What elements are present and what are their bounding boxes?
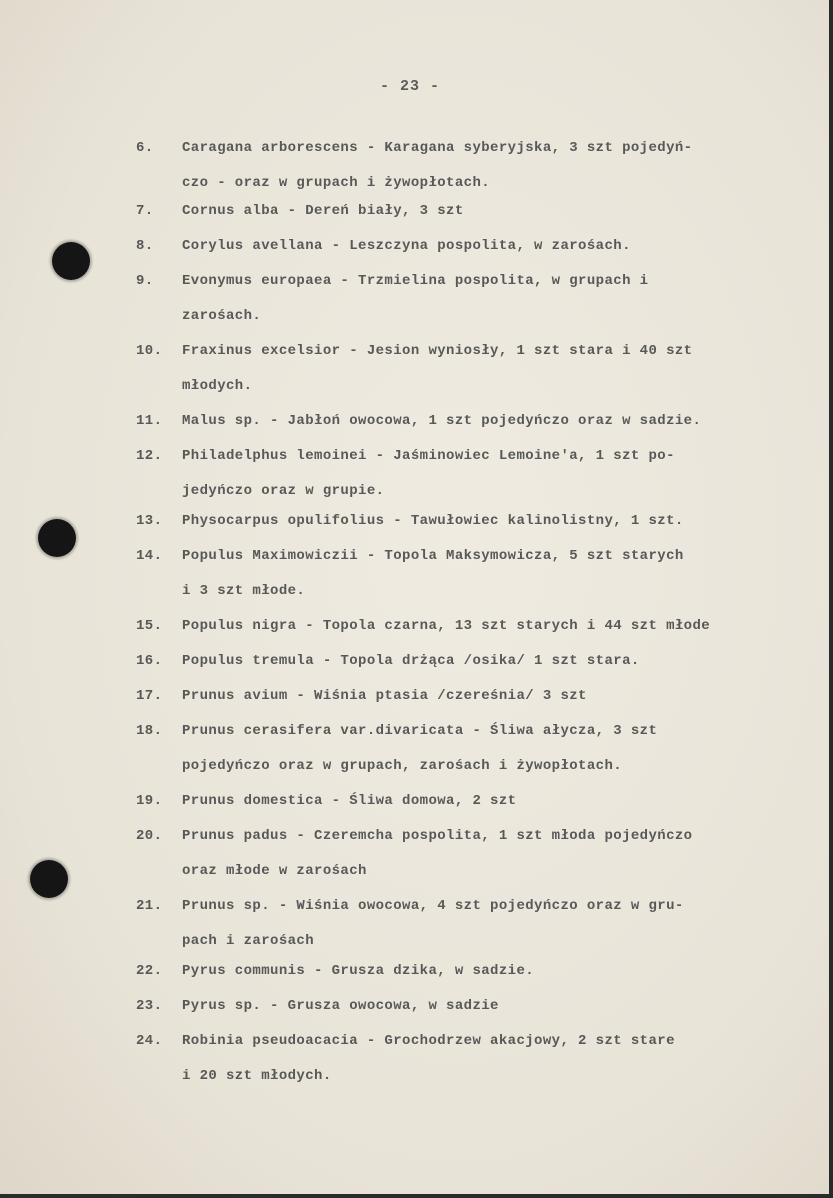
list-item-line [136, 644, 806, 679]
page-number: - 23 - [379, 78, 440, 95]
list-item-text: Robinia pseudoacacia - Grochodrzew akacjowy, 2 szt stare [182, 1033, 675, 1049]
list-item-text: Pyrus communis - Grusza dzika, w sadzie. [182, 963, 535, 979]
list-item-number: 20. [136, 828, 163, 844]
list-item-number: 13. [136, 513, 163, 529]
list-item-line [136, 924, 806, 959]
list-item-line [136, 989, 806, 1024]
list-item-text: Prunus padus - Czeremcha pospolita, 1 szt młoda pojedyńczo [182, 828, 693, 844]
list-item-line [136, 504, 806, 539]
list-item-line [136, 439, 806, 474]
list-item [136, 644, 806, 679]
list-item-line [136, 574, 806, 609]
list-item-text: jedyńczo oraz w grupie. [182, 482, 385, 499]
list-item-number: 14. [136, 548, 163, 564]
list-item-line [136, 194, 806, 229]
list-item-text: pojedyńczo oraz w grupach, zarośach i żywopłotach. [182, 757, 623, 774]
list-item [136, 194, 806, 229]
list-item-number: 23. [136, 998, 163, 1014]
list-item [136, 989, 806, 1024]
list-item [136, 679, 806, 714]
list-item-line [136, 474, 806, 509]
list-item-line [136, 131, 806, 166]
list-item-text: Fraxinus excelsior - Jesion wyniosły, 1 szt stara i 40 szt [182, 343, 693, 359]
list-item-line [136, 954, 806, 989]
list-item [136, 954, 806, 989]
list-item-number: 7. [136, 203, 154, 219]
list-item-line [136, 749, 806, 784]
list-item-line [136, 369, 806, 404]
list-item [136, 131, 806, 200]
punch-hole [52, 242, 90, 280]
list-item-number: 15. [136, 618, 163, 634]
list-item-text: czo - oraz w grupach i żywopłotach. [182, 174, 491, 191]
list-item [136, 889, 806, 958]
list-item-text: Prunus avium - Wiśnia ptasia /czereśnia/ 3 szt [182, 688, 587, 704]
list-item-number: 10. [136, 343, 163, 359]
list-item-line [136, 404, 806, 439]
list-item [136, 714, 806, 783]
list-item-text: Prunus sp. - Wiśnia owocowa, 4 szt pojedyńczo oraz w gru- [182, 898, 684, 914]
scan-border-bottom [0, 1194, 833, 1198]
list-item-text: Populus tremula - Topola drżąca /osika/ 1 szt stara. [182, 653, 640, 669]
list-item-number: 19. [136, 793, 163, 809]
list-item-text: i 3 szt młode. [182, 582, 306, 599]
list-item [136, 439, 806, 508]
list-item-text: zarośach. [182, 307, 262, 324]
list-item-text: i 20 szt młodych. [182, 1067, 332, 1084]
list-item-line [136, 609, 806, 644]
list-item-text: Malus sp. - Jabłoń owocowa, 1 szt pojedyńczo oraz w sadzie. [182, 413, 702, 429]
list-item-number: 18. [136, 723, 163, 739]
list-item-number: 21. [136, 898, 163, 914]
list-item-text: Evonymus europaea - Trzmielina pospolita, w grupach i [182, 273, 649, 289]
list-item-line [136, 264, 806, 299]
list-item [136, 784, 806, 819]
list-item [136, 819, 806, 888]
list-item-text: Corylus avellana - Leszczyna pospolita, w zarośach. [182, 238, 631, 254]
list-item [136, 334, 806, 403]
list-item-text: pach i zarośach [182, 932, 315, 949]
list-item [136, 229, 806, 264]
list-item [136, 1024, 806, 1093]
list-item-text: Cornus alba - Dereń biały, 3 szt [182, 203, 464, 219]
list-item-number: 16. [136, 653, 163, 669]
list-item-number: 17. [136, 688, 163, 704]
list-item-line [136, 334, 806, 369]
list-item-line [136, 229, 806, 264]
list-item-text: Philadelphus lemoinei - Jaśminowiec Lemoine'a, 1 szt po- [182, 448, 675, 464]
list-item-number: 22. [136, 963, 163, 979]
list-item-line [136, 784, 806, 819]
list-item-number: 9. [136, 273, 154, 289]
scan-border-right [829, 0, 833, 1198]
list-item [136, 264, 806, 333]
list-item [136, 609, 806, 644]
list-item-text: Pyrus sp. - Grusza owocowa, w sadzie [182, 998, 499, 1014]
list-item-text: Populus Maximowiczii - Topola Maksymowicza, 5 szt starych [182, 548, 684, 564]
list-item-text: Caragana arborescens - Karagana syberyjska, 3 szt pojedyń- [182, 140, 693, 156]
list-item-text: Prunus domestica - Śliwa domowa, 2 szt [182, 793, 517, 809]
list-item-text: Populus nigra - Topola czarna, 13 szt starych i 44 szt młode [182, 618, 711, 634]
list-item-text: Prunus cerasifera var.divaricata - Śliwa ałycza, 3 szt [182, 723, 658, 739]
list-item [136, 504, 806, 539]
list-item [136, 539, 806, 608]
list-item-line [136, 889, 806, 924]
list-item-line [136, 679, 806, 714]
list-item-text: oraz młode w zarośach [182, 862, 367, 879]
list-item-text: młodych. [182, 377, 253, 394]
punch-hole [30, 860, 68, 898]
list-item-text: Physocarpus opulifolius - Tawułowiec kalinolistny, 1 szt. [182, 513, 684, 529]
list-item-number: 24. [136, 1033, 163, 1049]
list-item-line [136, 1024, 806, 1059]
list-item [136, 404, 806, 439]
list-item-line [136, 1059, 806, 1094]
list-item-line [136, 539, 806, 574]
list-item-number: 11. [136, 413, 163, 429]
list-item-line [136, 854, 806, 889]
list-item-number: 12. [136, 448, 163, 464]
list-item-number: 8. [136, 238, 154, 254]
list-item-line [136, 714, 806, 749]
punch-hole [38, 519, 76, 557]
list-item-line [136, 819, 806, 854]
list-item-number: 6. [136, 140, 154, 156]
list-item-line [136, 299, 806, 334]
